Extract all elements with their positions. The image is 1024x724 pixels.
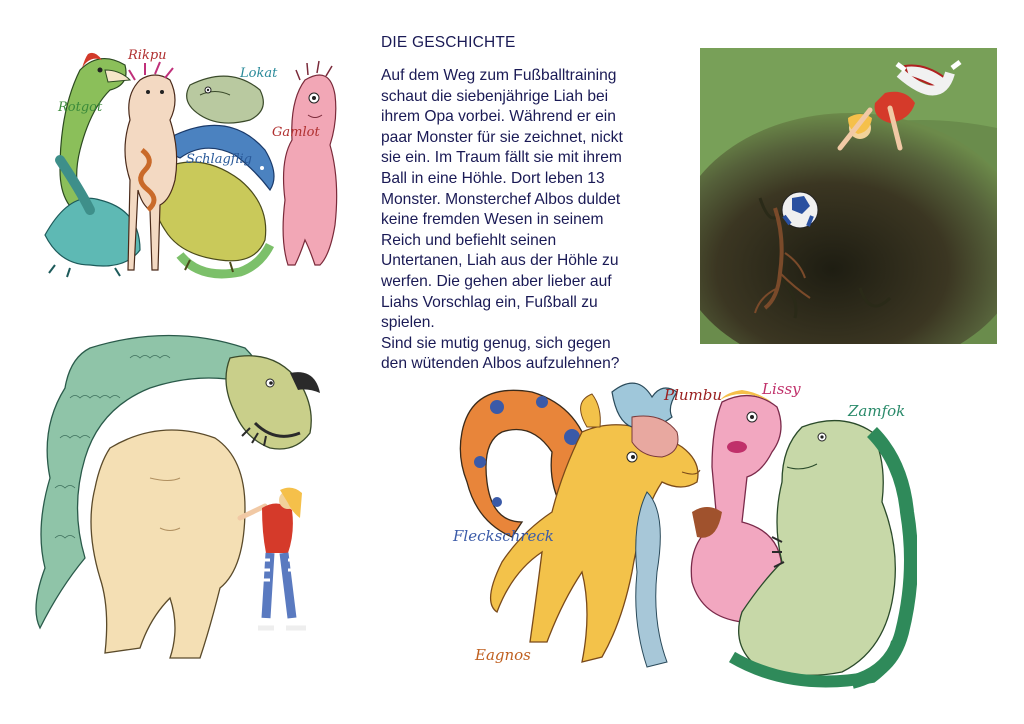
label-gamlot: Gamlot <box>272 125 320 140</box>
label-schlagflig: Schlagflig <box>186 152 252 167</box>
liah-girl <box>240 488 306 628</box>
rikpu-monster <box>125 62 177 270</box>
label-rikpu: Rikpu <box>128 48 167 63</box>
albos-and-liah-illustration <box>30 328 330 668</box>
label-fleckschreck: Fleckschreck <box>453 527 554 545</box>
label-eagnos: Eagnos <box>475 646 531 664</box>
lokat-monster <box>187 76 264 123</box>
label-rotgot: Rotgot <box>58 100 103 115</box>
label-plumbu: Plumbu <box>664 386 723 404</box>
label-lissy: Lissy <box>762 380 801 398</box>
label-zamfok: Zamfok <box>848 402 906 420</box>
falling-girl-painting <box>700 48 997 344</box>
rotgot-monster <box>60 53 130 220</box>
gamlot-monster <box>283 61 337 265</box>
soccer-ball <box>782 192 818 228</box>
story-body: Auf dem Weg zum Fußballtraining schaut die siebenjährige Liah bei ihrem Opa vorbei. Während er ein paar Monster für sie zeichnet, nickt sie ein. Im Traum fällt sie mit ihrem Ball in eine Höhle. Dort leben 13 Monster. Monsterchef Albos duldet keine fremden Wesen in seinem Reich und befiehlt seinen Untertanen, Liah aus der Höhle zu werfen. Die gehen aber lieber auf Liahs Vorschlag ein, Fußball zu spielen. Sind sie mutig genug, sich gegen den wütenden Albos aufzulehnen? <box>381 67 623 373</box>
story-title: DIE GESCHICHTE <box>381 34 516 51</box>
label-lokat: Lokat <box>240 66 278 81</box>
teal-lizard-monster <box>45 160 140 277</box>
